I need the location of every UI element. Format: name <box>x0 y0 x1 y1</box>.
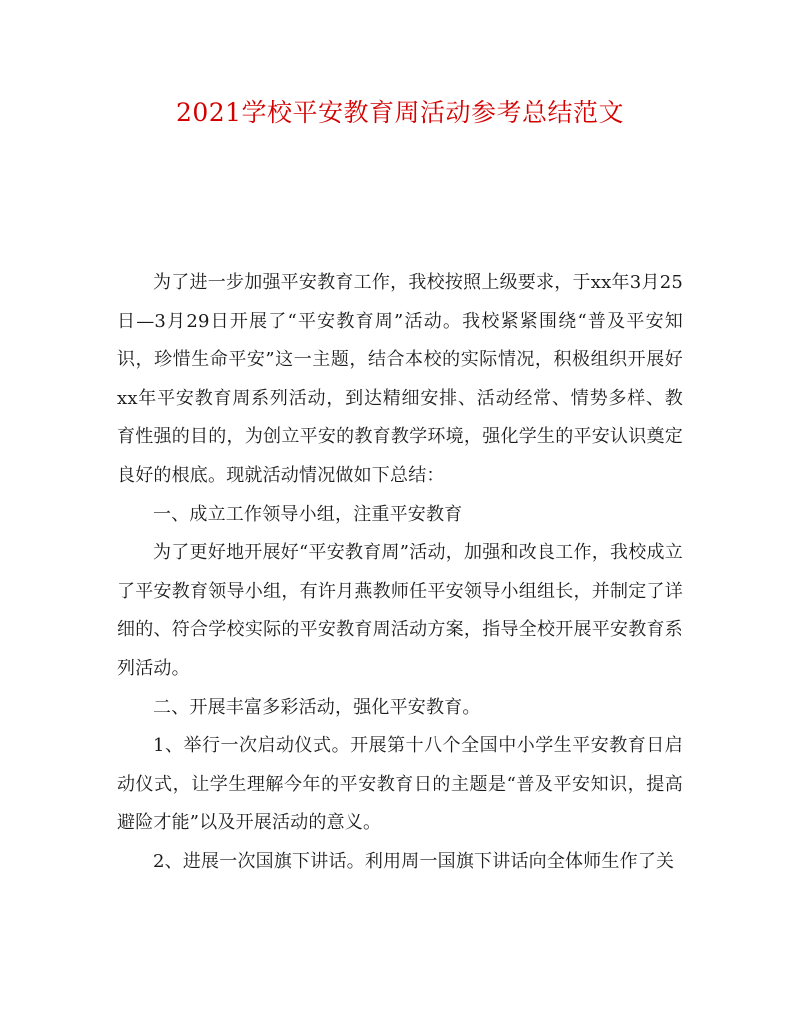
document-title: 2021学校平安教育周活动参考总结范文 <box>175 98 625 127</box>
paragraph-item-1: 1、举行一次启动仪式。开展第十八个全国中小学生平安教育日启动仪式，让学生理解今年的平安教育日的主题是“普及平安知识，提高避险才能”以及开展活动的意义。 <box>117 735 683 834</box>
paragraph-item-2: 2、进展一次国旗下讲话。利用周一国旗下讲话向全体师生作了关 <box>153 850 675 872</box>
section-heading-1: 一、成立工作领导小组，注重平安教育 <box>153 503 463 525</box>
section-heading-2: 二、开展丰富多彩活动，强化平安教育。 <box>153 696 481 718</box>
paragraph-leadership: 为了更好地开展好“平安教育周”活动，加强和改良工作，我校成立了平安教育领导小组，有许月燕教师任平安领导小组组长，并制定了详细的、符合学校实际的平安教育周活动方案，指导全校开展平安教育系列活动。 <box>117 542 683 679</box>
document-body <box>117 264 683 882</box>
paragraph-intro: 为了进一步加强平安教育工作，我校按照上级要求，于xx年3月25日—3月29日开展了“平安教育周”活动。我校紧紧围绕“普及平安知识，珍惜生命平安”这一主题，结合本校的实际情况，积极组织开展好xx年平安教育周系列活动，到达精细安排、活动经常、情势多样、教育性强的目的，为创立平安的教育教学环境，强化学生的平安认识奠定良好的根底。现就活动情况做如下总结： <box>117 272 683 486</box>
